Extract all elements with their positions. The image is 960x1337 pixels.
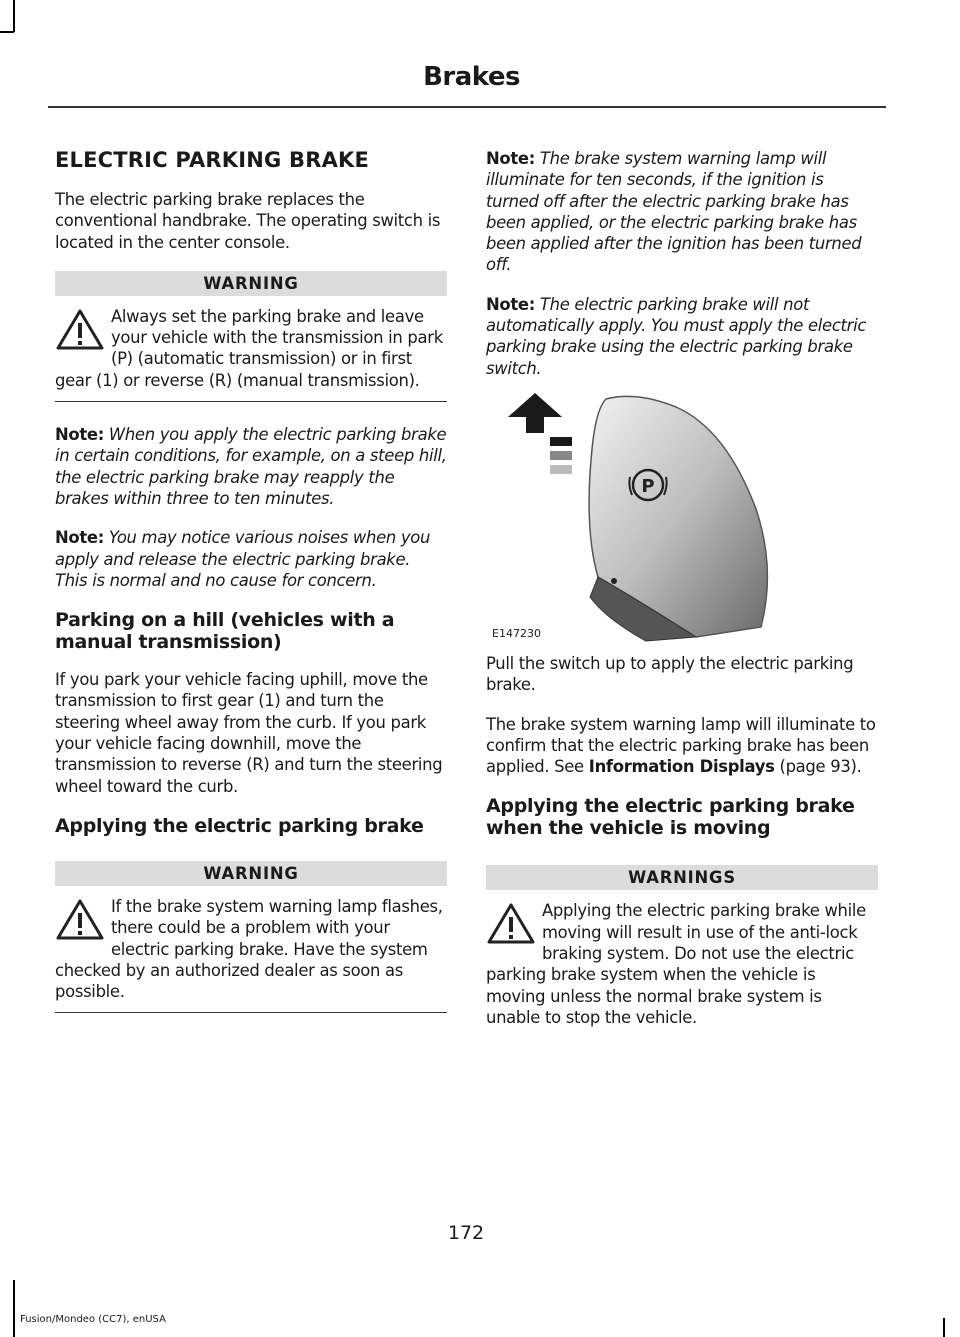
subheading-hill: Parking on a hill (vehicles with a manual transmission) <box>55 609 395 654</box>
subheading-apply: Applying the electric parking brake <box>55 814 424 837</box>
left-column <box>55 148 447 1035</box>
up-arrow-icon <box>508 393 562 433</box>
lamp-text: The brake system warning lamp will illuminate to confirm that the electric parking brake has been applied. See <box>486 714 876 777</box>
note-text: The brake system warning lamp will illuminate for ten seconds, if the ignition is turned off after the electric parking brake has been applied, or the electric parking brake has been applied after the ignition has been turned off. <box>486 149 862 275</box>
warning-box <box>55 271 447 402</box>
information-displays-link[interactable]: Information Displays <box>588 757 775 777</box>
warning-triangle-icon <box>55 308 105 352</box>
warning-title: WARNING <box>55 861 447 886</box>
note-text: You may notice various noises when you apply and release the electric parking brake. This is normal and no cause for concern. <box>55 528 431 590</box>
subheading-moving: Applying the electric parking brake when the vehicle is moving <box>486 795 855 840</box>
warning-box <box>486 865 878 1038</box>
warning-triangle-icon <box>55 898 105 942</box>
warning-title: WARNING <box>55 271 447 296</box>
intro-paragraph: The electric parking brake replaces the conventional handbrake. The operating switch is located in the center console. <box>55 190 441 252</box>
header-divider <box>48 106 886 108</box>
warning-text: Always set the parking brake and leave your vehicle with the transmission in park (P) (automatic transmission) or in first gear (1) or reverse (R) (manual transmission). <box>55 306 443 390</box>
crop-mark <box>0 31 14 33</box>
note-label: Note: <box>486 149 535 168</box>
parking-brake-switch-illustration <box>486 389 786 643</box>
warning-body <box>55 886 447 1013</box>
page-number: 172 <box>447 1222 485 1244</box>
note-paragraph <box>486 294 878 379</box>
page-reference: (page 93). <box>774 757 862 777</box>
note-label: Note: <box>55 528 104 548</box>
note-label: Note: <box>55 425 104 445</box>
note-text: The electric parking brake will not automatically apply. You must apply the electric parking brake using the electric parking brake switch. <box>486 294 867 378</box>
warning-body <box>486 890 878 1038</box>
pull-paragraph: Pull the switch up to apply the electric parking brake. <box>486 653 854 695</box>
warning-title: WARNINGS <box>486 865 878 890</box>
warning-text: If the brake system warning lamp flashes, there could be a problem with your electric parking brake. Have the system checked by an authorized dealer as soon as possible. <box>55 896 443 1002</box>
note-paragraph <box>486 148 878 276</box>
warning-box <box>55 861 447 1013</box>
note-label: Note: <box>486 294 535 314</box>
footer-text: Fusion/Mondeo (CC7), enUSA <box>20 1314 166 1325</box>
note-paragraph <box>55 424 447 509</box>
warning-text: Applying the electric parking brake while moving will result in use of the anti-lock braking system. Do not use the electric parking brake system when the vehicle is moving unless the normal brake system is unable to stop the vehicle. <box>486 901 866 1027</box>
parking-brake-switch-figure <box>486 389 786 643</box>
section-heading: ELECTRIC PARKING BRAKE <box>55 148 370 172</box>
lamp-paragraph <box>486 714 878 778</box>
note-text: When you apply the electric parking brake in certain conditions, for example, on a steep hill, the electric parking brake may reapply the brakes within three to ten minutes. <box>55 425 447 508</box>
crop-mark <box>943 1318 945 1337</box>
right-column <box>486 148 878 1060</box>
crop-mark <box>13 1280 15 1337</box>
warning-body <box>55 296 447 402</box>
warning-triangle-icon <box>486 902 536 946</box>
p-symbol: P <box>641 475 655 497</box>
note-paragraph <box>55 527 447 591</box>
crop-mark <box>13 0 15 32</box>
hill-paragraph: If you park your vehicle facing uphill, move the transmission to first gear (1) and turn the steering wheel away from the curb. If you park your vehicle facing downhill, move the transmission to reverse (R) and turn the steering wheel toward the curb. <box>55 670 443 796</box>
page-title: Brakes <box>423 62 520 92</box>
figure-code: E147230 <box>492 626 541 640</box>
